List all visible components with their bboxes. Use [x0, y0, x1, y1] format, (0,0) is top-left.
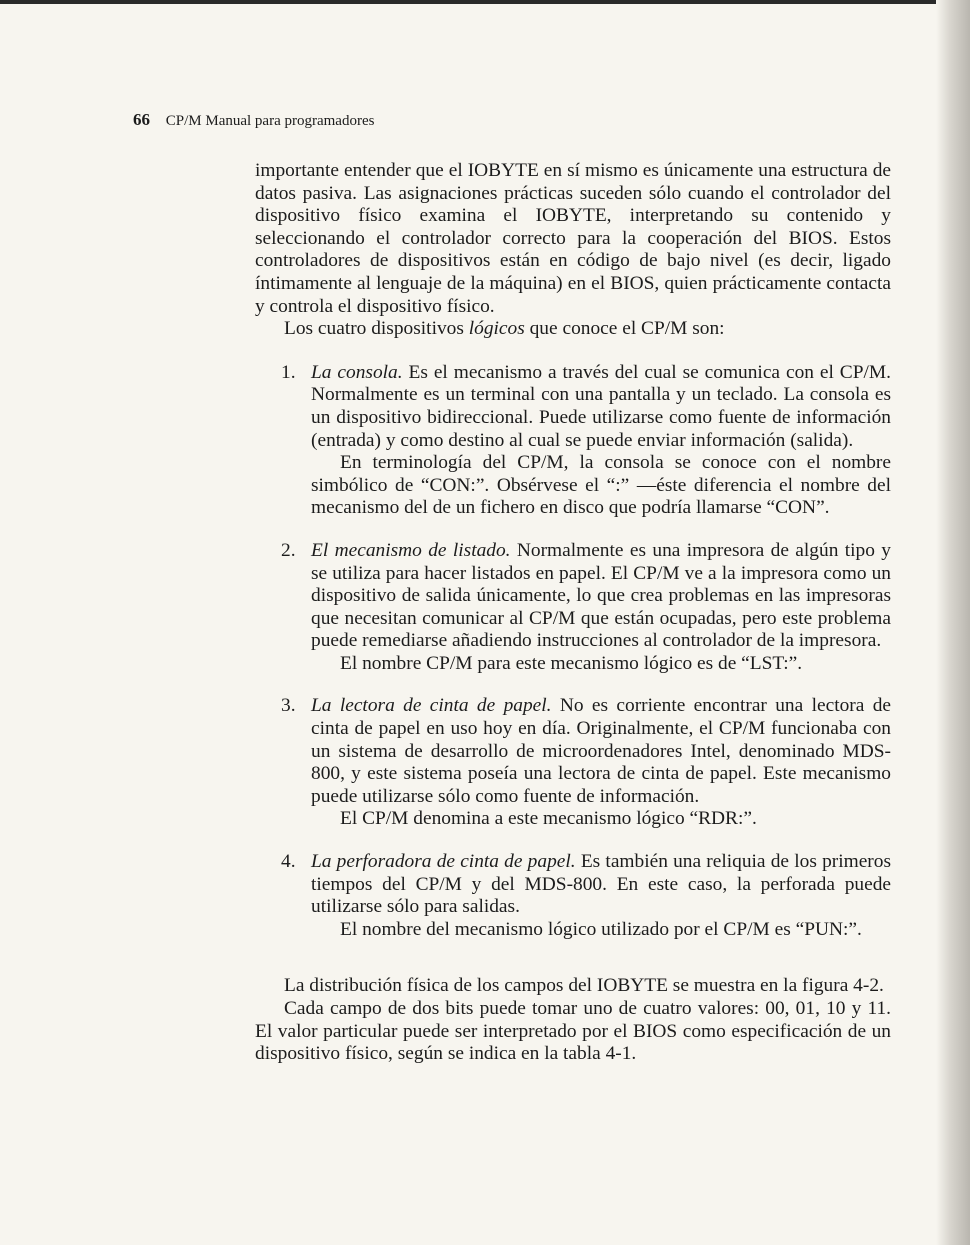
- list-item: [255, 540, 891, 676]
- running-title: CP/M Manual para programadores: [165, 113, 375, 129]
- item-subparagraph: El nombre CP/M para este mecanismo lógico es de “LST:”.: [340, 652, 803, 674]
- intro-paragraph: importante entender que el IOBYTE en sí mismo es únicamente una estructura de datos pasiva. Las asignaciones prácticas suceden sólo cuando el controlador del dispositivo físico examina el IOBYTE, interpretando su contenido y seleccionando el controlador correcto para la cooperación del BIOS. Estos controladores de dispositivos están en código de bajo nivel (es decir, ligado íntimamente al lenguaje de la máquina) en el BIOS, quien prácticamente contacta y controla el dispositivo físico.: [255, 160, 891, 317]
- lead-emphasis: lógicos: [468, 318, 525, 340]
- item-text: No es corriente encontrar una lectora de cinta de papel en uso hoy en día. Originalmente, el CP/M funcionaba con un sistema de desarrollo de microordenadores Intel, denominado MDS-800, y este sistema poseía una lectora de cinta de papel. Este mecanismo puede utilizarse sólo como fuente de información.: [311, 695, 892, 807]
- lead-paragraph: [255, 318, 891, 341]
- item-title: La consola.: [311, 361, 403, 383]
- item-paragraph: [311, 695, 891, 808]
- item-subparagraph: El CP/M denomina a este mecanismo lógico “RDR:”.: [340, 808, 757, 830]
- item-title: La lectora de cinta de papel.: [311, 695, 552, 717]
- item-text: Es también una reliquia de los primeros tiempos del CP/M y del MDS-800. En este caso, la perforada puede utilizarse sólo para salidas.: [311, 851, 891, 918]
- page-gutter-shadow: [936, 0, 970, 1245]
- item-paragraph: [311, 362, 891, 452]
- device-list: [255, 362, 891, 942]
- page-number: 66: [133, 110, 150, 129]
- item-number: 3.: [281, 695, 296, 717]
- top-border: [0, 0, 970, 4]
- item-subparagraph: En terminología del CP/M, la consola se conoce con el nombre simbólico de “CON:”. Obsérvese el “:” —éste diferencia el nombre del mecanismo del de un fichero en disco que podría llamarse “CON”.: [311, 452, 891, 519]
- item-number: 4.: [281, 851, 296, 873]
- item-paragraph: [311, 540, 891, 653]
- item-number: 1.: [281, 361, 296, 383]
- page-body: [255, 160, 891, 1066]
- lead-text-before: Los cuatro dispositivos: [284, 318, 469, 340]
- closing-paragraph: Cada campo de dos bits puede tomar uno de cuatro valores: 00, 01, 10 y 11. El valor particular puede ser interpretado por el BIOS como especificación de un dispositivo físico, según se indica en la tabla 4-1.: [255, 998, 891, 1065]
- list-item: [255, 362, 891, 520]
- item-subparagraph: El nombre del mecanismo lógico utilizado por el CP/M es “PUN:”.: [340, 918, 862, 940]
- item-title: La perforadora de cinta de papel.: [311, 851, 576, 873]
- running-header: [133, 110, 374, 130]
- list-item: [255, 695, 891, 831]
- item-text: Es el mecanismo a través del cual se comunica con el CP/M. Normalmente es un terminal con una pantalla y un teclado. La consola es un dispositivo bidireccional. Puede utilizarse como fuente de información (entrada) y como destino al cual se puede enviar información (salida).: [311, 361, 891, 451]
- item-title: El mecanismo de listado.: [311, 539, 511, 561]
- item-paragraph: [311, 851, 891, 919]
- lead-text-after: que conoce el CP/M son:: [524, 318, 725, 340]
- list-item: [255, 851, 891, 941]
- closing-paragraph: La distribución física de los campos del IOBYTE se muestra en la figura 4-2.: [284, 975, 884, 997]
- item-text: Normalmente es una impresora de algún tipo y se utiliza para hacer listados en papel. El CP/M ve a la impresora como un dispositivo de salida únicamente, lo que crea problemas en las impresoras que necesitan comunicar al CP/M que están ocupadas, pero este problema puede remediarse añadiendo instrucciones al controlador de la impresora.: [311, 539, 891, 652]
- item-number: 2.: [281, 539, 296, 561]
